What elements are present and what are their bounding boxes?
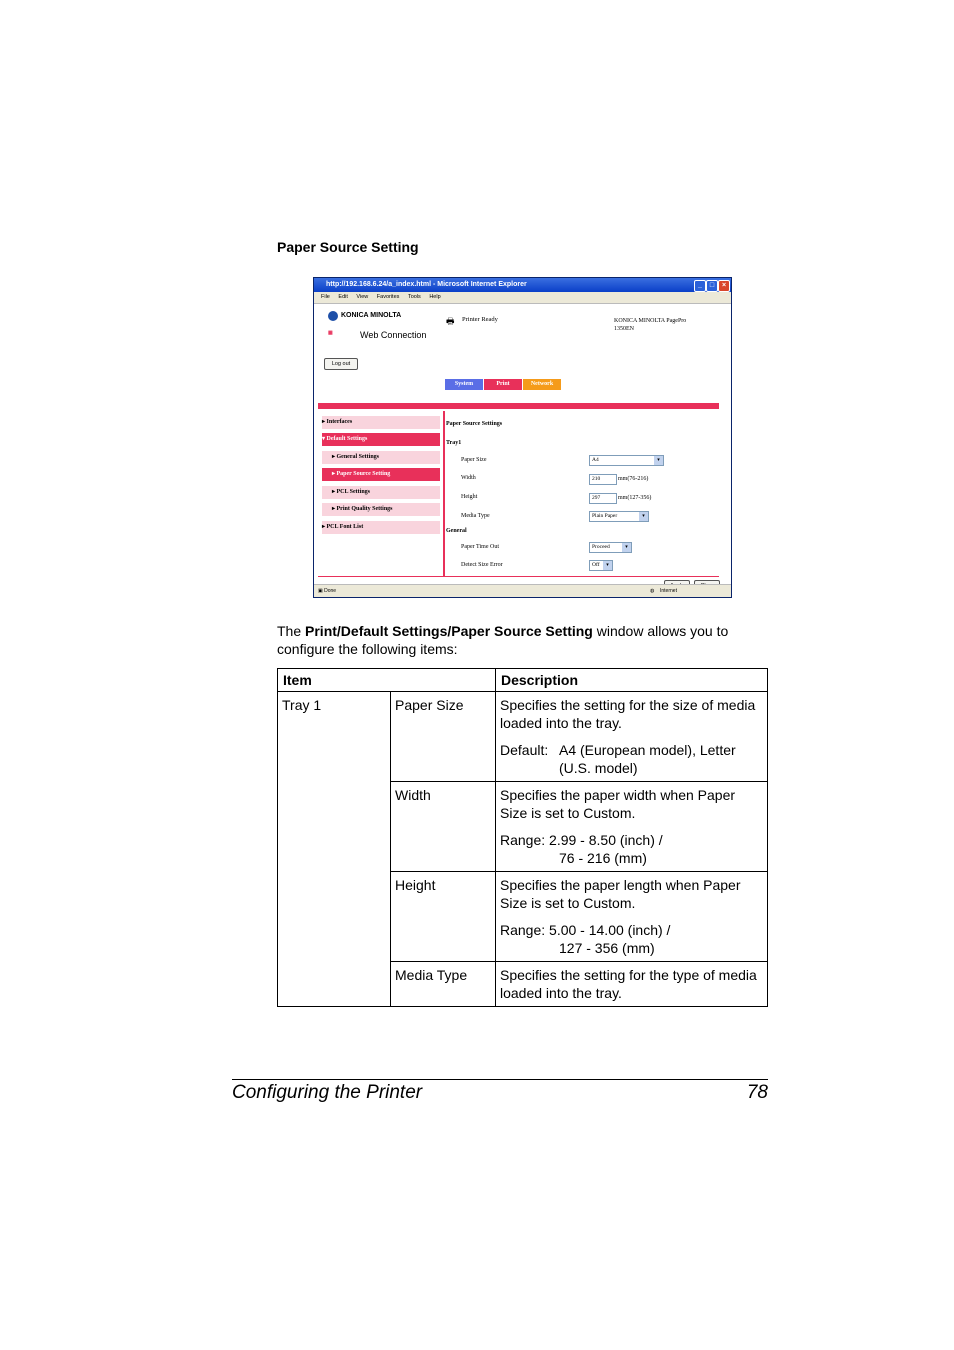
menu-file[interactable]: File xyxy=(321,294,330,300)
item-cell: Height xyxy=(391,872,496,962)
paper-timeout-label: Paper Time Out xyxy=(461,544,500,550)
tab-network[interactable]: Network xyxy=(523,379,561,390)
intro-text-bold: Print/Default Settings/Paper Source Setting xyxy=(305,623,593,639)
menu-tools[interactable]: Tools xyxy=(407,294,421,300)
page-number: 78 xyxy=(746,1082,768,1103)
sidebar-item-interfaces[interactable]: ▸ Interfaces xyxy=(322,416,440,429)
page-content xyxy=(314,304,731,584)
description-extra: Range: 5.00 - 14.00 (inch) / 127 - 356 (mm) xyxy=(500,922,671,956)
description-extra: Default: A4 (European model), Letter (U.S. model) xyxy=(500,742,736,776)
media-type-label: Media Type xyxy=(461,513,490,519)
printer-icon: 🖶 xyxy=(446,316,455,326)
menu-help[interactable]: Help xyxy=(429,294,441,300)
header-item: Item xyxy=(278,669,496,692)
paper-size-label: Paper Size xyxy=(461,457,487,463)
width-input[interactable]: 210 xyxy=(589,474,617,485)
status-done: Done xyxy=(324,588,337,594)
table-row xyxy=(278,692,768,782)
menu-edit[interactable]: Edit xyxy=(338,294,348,300)
height-label: Height xyxy=(461,494,478,500)
item-cell: Paper Size xyxy=(391,692,496,782)
width-range: mm(76-216) xyxy=(618,476,649,482)
description-text: Specifies the setting for the type of media loaded into the tray. xyxy=(500,967,757,1001)
intro-paragraph xyxy=(277,622,767,658)
paper-size-select[interactable]: A4 ▾ xyxy=(589,455,664,466)
table-header-row xyxy=(278,669,768,692)
item-cell: Width xyxy=(391,782,496,872)
description-cell xyxy=(496,872,768,962)
footer-rule xyxy=(232,1079,768,1080)
footer-title: Configuring the Printer xyxy=(232,1082,423,1103)
sidebar-item-print-quality-settings[interactable]: ▸ Print Quality Settings xyxy=(322,503,440,516)
pagescope-logo-icon: ▦ xyxy=(328,331,333,336)
group-cell: Tray 1 xyxy=(278,692,391,1007)
tab-system[interactable]: System xyxy=(445,379,483,390)
intro-text-post: window allows you to configure the following items: xyxy=(277,623,729,657)
close-icon[interactable]: × xyxy=(718,280,730,292)
chevron-down-icon: ▾ xyxy=(654,456,663,465)
detect-size-error-select[interactable]: Off ▾ xyxy=(589,560,613,571)
header-divider xyxy=(318,403,719,409)
paper-timeout-select[interactable]: Proceed ▾ xyxy=(589,542,632,553)
description-text: Specifies the paper width when Paper Size is set to Custom. xyxy=(500,787,736,821)
description-extra: Range: 2.99 - 8.50 (inch) / 76 - 216 (mm) xyxy=(500,832,663,866)
web-connection-label: Web Connection xyxy=(360,330,427,340)
chevron-down-icon: ▾ xyxy=(603,561,612,570)
sidebar-item-paper-source-setting[interactable]: ▸ Paper Source Setting xyxy=(322,468,440,481)
media-type-select[interactable]: Plain Paper ▾ xyxy=(589,511,649,522)
description-text: Specifies the paper length when Paper Size is set to Custom. xyxy=(500,877,741,911)
header-description: Description xyxy=(496,669,768,692)
globe-icon: ◍ xyxy=(650,588,655,594)
general-heading: General xyxy=(446,528,467,534)
width-label: Width xyxy=(461,475,476,481)
sidebar-item-pcl-settings[interactable]: ▸ PCL Settings xyxy=(322,486,440,499)
logout-button[interactable]: Log out xyxy=(324,358,358,370)
sidebar-item-default-settings[interactable]: ▾ Default Settings xyxy=(322,433,440,446)
section-title: Paper Source Setting xyxy=(277,239,419,255)
description-cell xyxy=(496,962,768,1007)
window-title: http://192.168.6.24/a_index.html - Microsoft Internet Explorer xyxy=(326,281,527,288)
chevron-down-icon: ▾ xyxy=(639,512,648,521)
height-range: mm(127-356) xyxy=(618,495,652,501)
brand-name: KONICA MINOLTA xyxy=(341,312,402,319)
tray-heading: Tray1 xyxy=(446,440,462,446)
panel-title: Paper Source Settings xyxy=(446,421,503,427)
description-cell xyxy=(496,692,768,782)
intro-text-pre: The xyxy=(277,623,306,639)
konica-logo-icon xyxy=(328,311,338,321)
model-name: KONICA MINOLTA PagePro xyxy=(614,318,687,324)
browser-screenshot xyxy=(313,277,732,598)
sidebar-item-pcl-font-list[interactable]: ▸ PCL Font List xyxy=(322,521,440,534)
model-number: 1350EN xyxy=(614,326,634,332)
description-cell xyxy=(496,782,768,872)
height-input[interactable]: 297 xyxy=(589,493,617,504)
menu-favorites[interactable]: Favorites xyxy=(376,294,400,300)
menu-bar xyxy=(314,292,731,304)
tab-print[interactable]: Print xyxy=(484,379,522,390)
printer-status: Printer Ready xyxy=(462,316,498,323)
minimize-icon[interactable]: _ xyxy=(694,280,706,292)
item-cell: Media Type xyxy=(391,962,496,1007)
chevron-down-icon: ▾ xyxy=(622,543,631,552)
title-bar xyxy=(314,278,731,292)
sidebar-divider xyxy=(443,411,445,576)
status-bar xyxy=(314,584,731,598)
settings-table xyxy=(277,668,768,1007)
footer-divider xyxy=(318,576,719,577)
ie-page-icon: ▣ xyxy=(318,588,323,594)
detect-size-error-label: Detect Size Error xyxy=(461,562,503,568)
menu-view[interactable]: View xyxy=(356,294,369,300)
sidebar-item-general-settings[interactable]: ▸ General Settings xyxy=(322,451,440,464)
description-text: Specifies the setting for the size of media loaded into the tray. xyxy=(500,697,756,731)
status-zone: Internet xyxy=(660,588,677,594)
maximize-icon[interactable]: □ xyxy=(706,280,718,292)
